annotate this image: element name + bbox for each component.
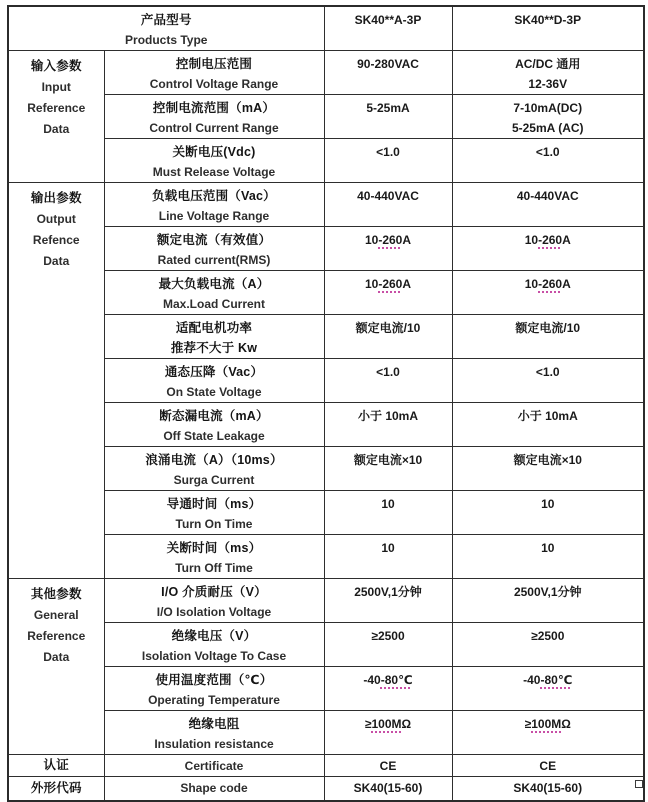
value-line [325, 426, 452, 446]
value-cell-a [324, 51, 452, 95]
param-cn: 使用温度范围（℃） [155, 673, 273, 687]
header-products-type-cell [8, 6, 324, 51]
value-text: 额定电流×10 [353, 453, 423, 467]
spec-row [8, 667, 644, 711]
value-text: 5-25mA [366, 101, 410, 115]
value-line [325, 778, 452, 798]
value-text: 12-36V [528, 77, 568, 91]
param-en: Operating Temperature [148, 693, 280, 707]
value-line [325, 186, 452, 206]
value-text: <1.0 [535, 145, 560, 159]
value-cell-d [452, 183, 644, 227]
value-text: 10 [364, 277, 379, 291]
header-model-d-cell [452, 6, 644, 51]
header-products-type-en: Products Type [125, 33, 208, 47]
param-en: Turn On Time [175, 517, 253, 531]
value-line [325, 206, 452, 226]
spec-row [8, 51, 644, 95]
value-cell-a [324, 491, 452, 535]
value-text: A [402, 277, 412, 291]
value-line [325, 162, 452, 182]
value-line [453, 142, 644, 162]
param-cell [104, 755, 324, 777]
value-line [453, 470, 644, 490]
value-text: 额定电流/10 [355, 321, 421, 335]
value-line [453, 450, 644, 470]
value-line [325, 670, 452, 690]
value-text: -260 [378, 277, 403, 291]
param-cn: 控制电流范围（mA） [152, 101, 276, 115]
param-cell [104, 183, 324, 227]
object-anchor-marker [635, 780, 643, 788]
spec-row [8, 359, 644, 403]
value-text: 10 [381, 541, 395, 555]
value-text: A [562, 277, 571, 291]
value-line [453, 714, 644, 734]
param-cell [104, 447, 324, 491]
value-text: Ω [561, 717, 571, 731]
value-text: -80℃ [540, 673, 573, 687]
param-cn: 断态漏电流（mA） [159, 409, 269, 423]
value-line [453, 294, 644, 314]
value-text: 10 [524, 277, 539, 291]
value-line [325, 406, 452, 426]
value-line [325, 142, 452, 162]
spec-row [8, 227, 644, 271]
value-line [325, 582, 452, 602]
value-cell-a [324, 359, 452, 403]
value-text: 10 [541, 497, 555, 511]
value-text: 额定电流×10 [513, 453, 582, 467]
value-text: 小于 10mA [517, 409, 578, 423]
section-label-en: Refence [32, 233, 80, 247]
value-cell-a [324, 535, 452, 579]
param-cn: 负载电压范围（Vac） [152, 189, 276, 203]
value-text: -40 [523, 673, 541, 687]
value-text: 7-10mA(DC) [513, 101, 583, 115]
value-text: 100M [371, 717, 402, 731]
param-en: Rated current(RMS) [157, 253, 271, 267]
param-cn: 额定电流（有效值） [156, 233, 272, 247]
spec-row [8, 579, 644, 623]
param-en: Max.Load Current [162, 297, 265, 311]
param-cell [104, 403, 324, 447]
param-cell [104, 623, 324, 667]
value-line [453, 756, 644, 776]
value-text: -40 [363, 673, 381, 687]
header-model-a: SK40**A-3P [354, 13, 422, 27]
param-en: I/O Isolation Voltage [156, 605, 272, 619]
section-label-en: Data [43, 122, 70, 136]
param-cn: 适配电机功率 [175, 321, 253, 335]
param-cn: I/O 介质耐压（V） [161, 585, 267, 599]
value-text: ≥2500 [531, 629, 565, 643]
value-text: ≥ [364, 717, 372, 731]
param-cn: 通态压降（Vac） [164, 365, 264, 379]
value-cell-d [452, 711, 644, 755]
value-text: -260 [538, 233, 563, 247]
value-line [325, 250, 452, 270]
value-cell-a [324, 227, 452, 271]
value-cell-d [452, 359, 644, 403]
value-text: A [562, 233, 571, 247]
value-cell-d [452, 579, 644, 623]
value-line [325, 382, 452, 402]
section-label-cn: 输出参数 [30, 191, 82, 205]
value-cell-a [324, 95, 452, 139]
value-line [325, 118, 452, 138]
value-cell-d [452, 777, 644, 801]
spec-row [8, 95, 644, 139]
param-en: On State Voltage [166, 385, 262, 399]
value-line [325, 450, 452, 470]
section-label-cn: 其他参数 [30, 587, 82, 601]
param-cn: 关断时间（ms） [166, 541, 262, 555]
value-line [453, 494, 644, 514]
spec-row [8, 491, 644, 535]
param-cell [104, 579, 324, 623]
spec-row [8, 711, 644, 755]
value-text: <1.0 [376, 365, 400, 379]
value-cell-a [324, 315, 452, 359]
param-en: Control Voltage Range [149, 77, 279, 91]
spec-row [8, 403, 644, 447]
value-text: <1.0 [376, 145, 400, 159]
value-line [325, 294, 452, 314]
value-line [325, 362, 452, 382]
value-line [453, 230, 644, 250]
param-cell [104, 535, 324, 579]
section-label-en: Data [43, 650, 70, 664]
value-line [325, 538, 452, 558]
value-text: 10 [524, 233, 539, 247]
section-label-en: Reference [27, 629, 86, 643]
header-model-d: SK40**D-3P [514, 13, 582, 27]
param-en: Certificate [184, 758, 244, 773]
spec-row [8, 315, 644, 359]
value-line [325, 690, 452, 710]
param-cell [104, 51, 324, 95]
value-line [325, 714, 452, 734]
value-cell-d [452, 271, 644, 315]
value-line [453, 602, 644, 622]
param-cell [104, 315, 324, 359]
spec-row [8, 755, 644, 777]
value-cell-d [452, 227, 644, 271]
value-line [453, 98, 644, 118]
param-cell [104, 139, 324, 183]
spec-row [8, 183, 644, 227]
section-label-cell [8, 51, 104, 183]
value-line [453, 54, 644, 74]
value-line [325, 318, 452, 338]
value-cell-d [452, 315, 644, 359]
param-cell [104, 95, 324, 139]
value-text: 40-440VAC [516, 189, 579, 203]
value-line [325, 74, 452, 94]
spec-row [8, 271, 644, 315]
value-line [325, 98, 452, 118]
value-cell-a [324, 271, 452, 315]
value-text: CE [379, 758, 397, 773]
section-label-cell [8, 579, 104, 755]
value-text: -260 [378, 233, 403, 247]
value-text: <1.0 [535, 365, 560, 379]
value-line [325, 756, 452, 776]
value-text: ≥2500 [371, 629, 405, 643]
value-cell-d [452, 139, 644, 183]
param-cn: 绝缘电压（V） [171, 629, 257, 643]
value-cell-d [452, 667, 644, 711]
value-line [453, 74, 644, 94]
value-text: SK40(15-60) [353, 781, 423, 796]
value-line [325, 514, 452, 534]
spec-row [8, 139, 644, 183]
value-line [453, 162, 644, 182]
value-line [453, 558, 644, 578]
value-line [453, 734, 644, 754]
value-text: 额定电流/10 [515, 321, 581, 335]
section-label-en: Data [43, 254, 70, 268]
value-line [325, 734, 452, 754]
table-header-row [8, 6, 644, 51]
param-cn: 浪涌电流（A）（10ms） [145, 453, 283, 467]
value-line [453, 514, 644, 534]
value-line [453, 690, 644, 710]
value-line [453, 582, 644, 602]
value-text: 小于 10mA [357, 409, 419, 423]
param-en: Isolation Voltage To Case [141, 649, 287, 663]
param-cell [104, 491, 324, 535]
param-cn: 关断电压(Vdc) [172, 145, 256, 159]
value-line [453, 118, 644, 138]
value-cell-a [324, 711, 452, 755]
param-cn: 最大负载电流（A） [158, 277, 270, 291]
value-text: 10 [364, 233, 379, 247]
param-en: Off State Leakage [163, 429, 265, 443]
spec-row [8, 447, 644, 491]
value-line [453, 186, 644, 206]
value-text: 90-280VAC [357, 57, 419, 71]
header-products-type-cn: 产品型号 [140, 13, 192, 27]
value-line [325, 626, 452, 646]
value-cell-a [324, 755, 452, 777]
param-en: Shape code [180, 781, 248, 796]
value-line [453, 778, 644, 798]
param-cell [104, 667, 324, 711]
param-cn: 绝缘电阻 [188, 717, 240, 731]
value-cell-d [452, 403, 644, 447]
value-text: 5-25mA (AC) [511, 121, 584, 135]
value-text: -260 [538, 277, 563, 291]
value-text: -80℃ [380, 673, 413, 687]
param-en: Line Voltage Range [158, 209, 270, 223]
value-line [325, 558, 452, 578]
value-line [453, 538, 644, 558]
value-line [453, 646, 644, 666]
value-line [453, 382, 644, 402]
value-cell-a [324, 667, 452, 711]
value-line [453, 362, 644, 382]
param-cell [104, 711, 324, 755]
param-en: Surga Current [173, 473, 255, 487]
value-text: 2500V,1分钟 [354, 585, 422, 599]
section-label-en: Input [41, 80, 71, 94]
value-text: 40-440VAC [357, 189, 419, 203]
param-cell [104, 777, 324, 801]
value-line [453, 250, 644, 270]
value-text: 2500V,1分钟 [513, 585, 582, 599]
value-line [325, 274, 452, 294]
value-cell-d [452, 491, 644, 535]
value-cell-a [324, 403, 452, 447]
spec-row [8, 535, 644, 579]
value-cell-d [452, 51, 644, 95]
section-label-en: General [33, 608, 79, 622]
section-label-cn: 外形代码 [30, 780, 82, 795]
value-cell-d [452, 535, 644, 579]
value-cell-d [452, 623, 644, 667]
section-label-en: Reference [27, 101, 86, 115]
value-cell-d [452, 447, 644, 491]
value-line [325, 54, 452, 74]
param-cell [104, 271, 324, 315]
value-line [453, 670, 644, 690]
section-label-cell [8, 777, 104, 801]
value-text: ≥ [524, 717, 532, 731]
value-line [325, 338, 452, 358]
value-cell-a [324, 623, 452, 667]
value-line [325, 602, 452, 622]
value-text: SK40(15-60) [513, 781, 583, 796]
param-en: Turn Off Time [175, 561, 253, 575]
value-line [453, 406, 644, 426]
value-line [325, 494, 452, 514]
value-line [453, 626, 644, 646]
value-line [453, 426, 644, 446]
value-cell-a [324, 139, 452, 183]
param-en: Control Current Range [149, 121, 279, 135]
value-text: AC/DC 通用 [515, 57, 581, 71]
value-text: 100M [531, 717, 562, 731]
param-cn: 导通时间（ms） [166, 497, 262, 511]
section-label-cn: 认证 [43, 758, 69, 772]
value-cell-a [324, 777, 452, 801]
value-text: 10 [381, 497, 395, 511]
value-text: Ω [401, 717, 412, 731]
param-en: 推荐不大于 Kw [170, 341, 258, 355]
value-cell-d [452, 755, 644, 777]
param-cell [104, 359, 324, 403]
spec-row [8, 777, 644, 801]
product-spec-table [7, 5, 645, 802]
value-cell-a [324, 579, 452, 623]
section-label-cell [8, 183, 104, 579]
section-label-cn: 输入参数 [30, 59, 82, 73]
value-cell-a [324, 447, 452, 491]
param-en: Insulation resistance [154, 737, 274, 751]
value-line [453, 318, 644, 338]
value-line [325, 470, 452, 490]
value-line [453, 274, 644, 294]
value-line [325, 230, 452, 250]
value-line [453, 206, 644, 226]
param-cell [104, 227, 324, 271]
value-line [453, 338, 644, 358]
section-label-cell [8, 755, 104, 777]
header-model-a-cell [324, 6, 452, 51]
value-line [325, 646, 452, 666]
value-text: 10 [541, 541, 555, 555]
value-text: CE [539, 758, 557, 773]
value-cell-d [452, 95, 644, 139]
spec-row [8, 623, 644, 667]
param-en: Must Release Voltage [152, 165, 276, 179]
param-cn: 控制电压范围 [175, 57, 253, 71]
section-label-en: Output [36, 212, 76, 226]
value-cell-a [324, 183, 452, 227]
value-text: A [402, 233, 412, 247]
